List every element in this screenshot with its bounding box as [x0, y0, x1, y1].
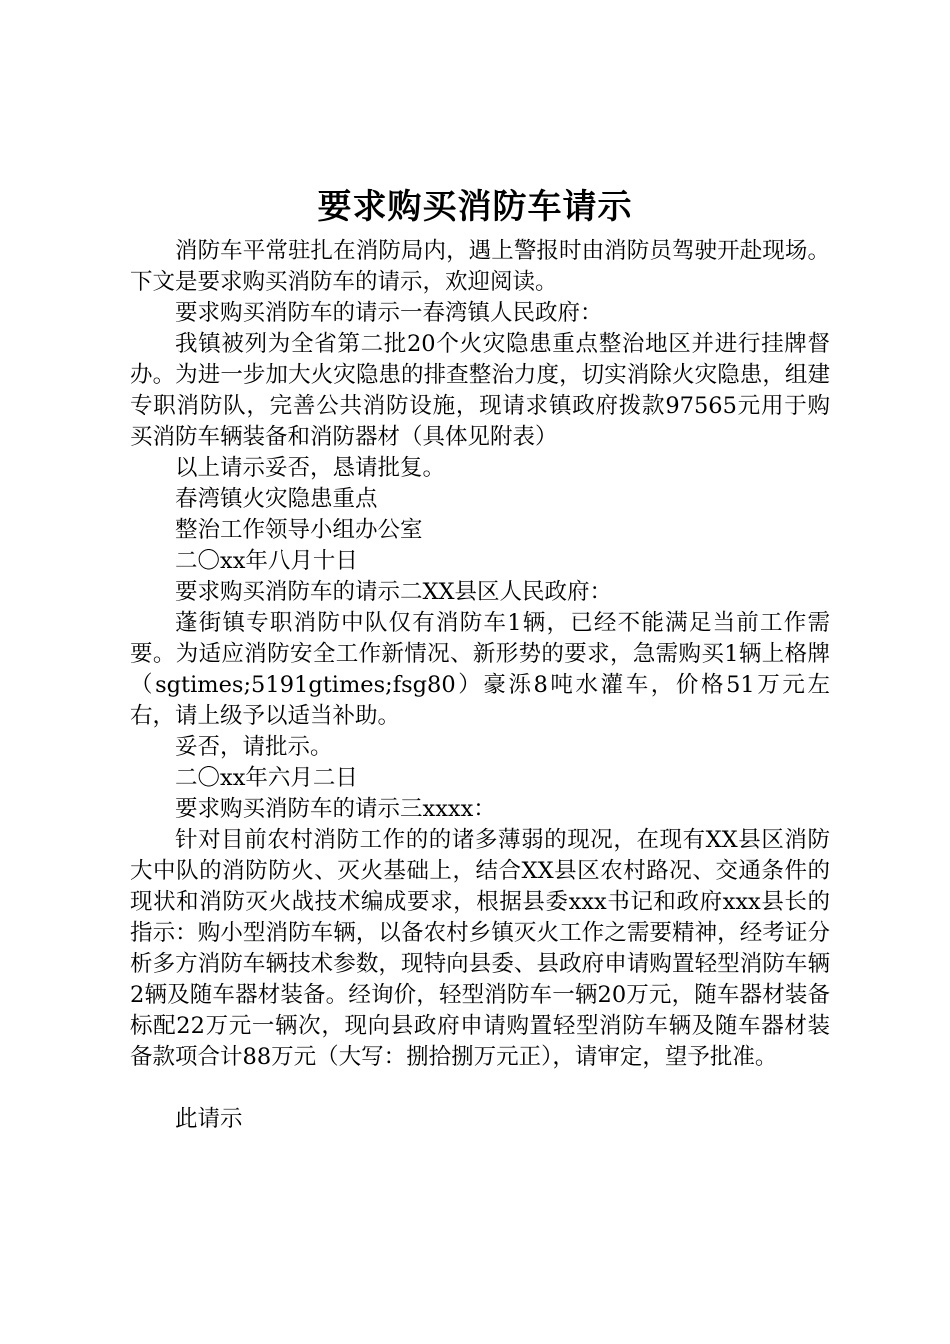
- paragraph-heading-2: 要求购买消防车的请示二XX县区人民政府：: [175, 579, 613, 605]
- paragraph-closing-1: 以上请示妥否，恳请批复。: [175, 455, 446, 481]
- paragraph-closing-3: 此请示: [175, 1106, 243, 1132]
- document-body: [130, 236, 830, 1135]
- paragraph-heading-3: 要求购买消防车的请示三xxxx：: [175, 796, 496, 822]
- paragraph-date-1: 二〇xx年八月十日: [175, 548, 358, 574]
- paragraph-heading-1: 要求购买消防车的请示一春湾镇人民政府：: [175, 300, 603, 326]
- paragraph-signature-1a: 春湾镇火灾隐患重点: [175, 486, 378, 512]
- paragraph-signature-1b: 整治工作领导小组办公室: [175, 517, 423, 543]
- paragraph-body-3: 针对目前农村消防工作的的诸多薄弱的现况，在现有XX县区消防大中队的消防防火、灭火基础上，结合XX县区农村路况、交通条件的现状和消防灭火战技术编成要求，根据县委xxx书记和政府xxx县长的指示：购小型消防车辆，以备农村乡镇灭火工作之需要精神，经考证分析多方消防车辆技术参数，现特向县委、县政府申请购置轻型消防车辆2辆及随车器材装备。经询价，轻型消防车一辆20万元，随车器材装备标配22万元一辆次，现向县政府申请购置轻型消防车辆及随车器材装备款项合计88万元（大写：捌拾捌万元正），请审定，望予批准。: [130, 827, 830, 1070]
- paragraph-closing-2: 妥否，请批示。: [175, 734, 333, 760]
- paragraph-date-2: 二〇xx年六月二日: [175, 765, 358, 791]
- document-title: 要求购买消防车请示: [317, 187, 633, 227]
- paragraph-intro: 消防车平常驻扎在消防局内，遇上警报时由消防员驾驶开赴现场。下文是要求购买消防车的请示，欢迎阅读。: [130, 238, 830, 295]
- paragraph-body-1: 我镇被列为全省第二批20个火灾隐患重点整治地区并进行挂牌督办。为进一步加大火灾隐患的排查整治力度，切实消除火灾隐患，组建专职消防队，完善公共消防设施，现请求镇政府拨款97565元用于购买消防车辆装备和消防器材（具体见附表）: [130, 331, 830, 450]
- paragraph-body-2: 蓬街镇专职消防中队仅有消防车1辆，已经不能满足当前工作需要。为适应消防安全工作新情况、新形势的要求，急需购买1辆上格牌（sgtimes;5191gtimes;fsg80）豪泺8吨水灌车，价格51万元左右，请上级予以适当补助。: [130, 610, 830, 729]
